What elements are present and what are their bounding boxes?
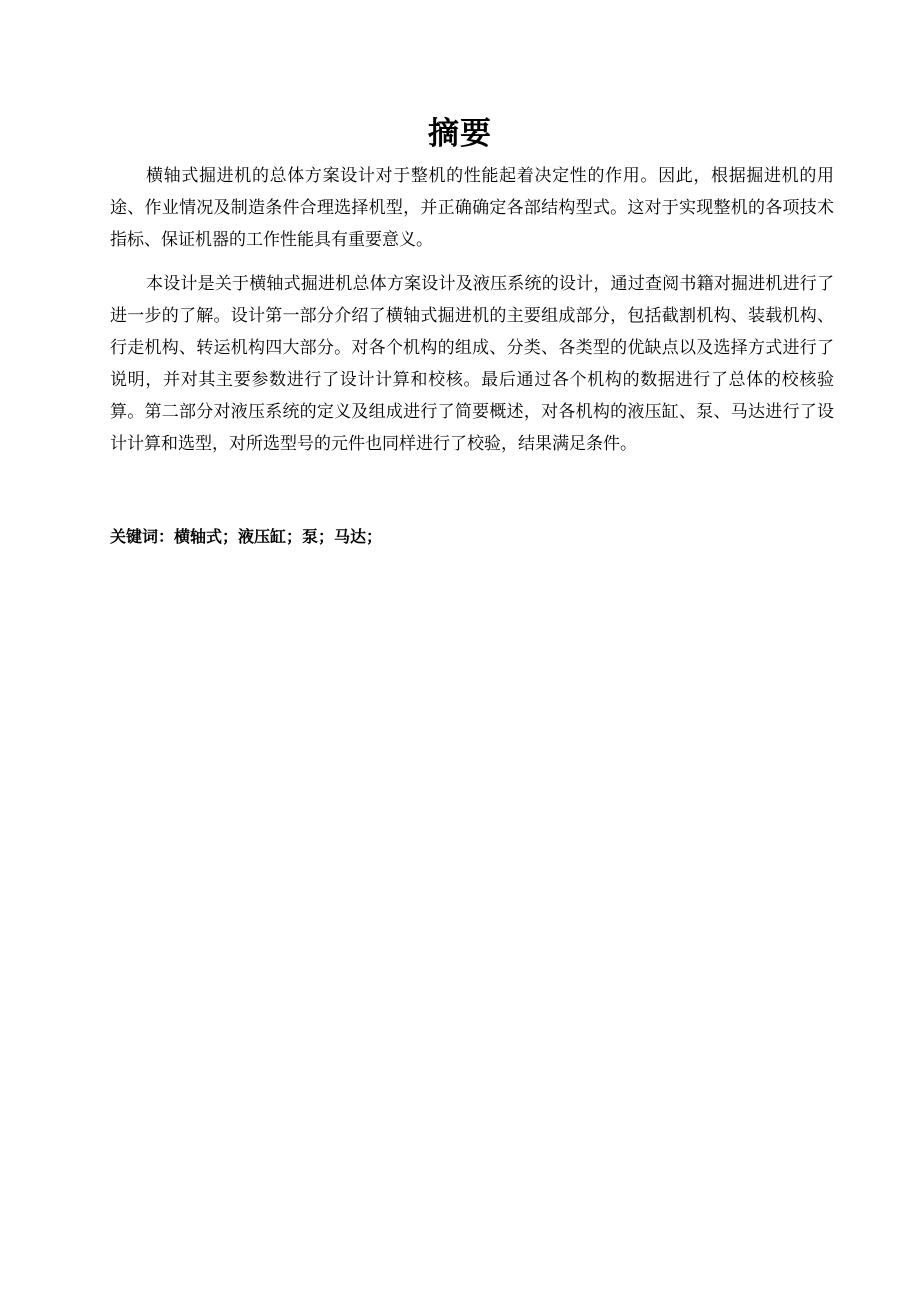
abstract-paragraph-2: 本设计是关于横轴式掘进机总体方案设计及液压系统的设计，通过查阅书籍对掘进机进行了进一步的了解。设计第一部分介绍了横轴式掘进机的主要组成部分，包括截割机构、装载机构、行走机构、转运机构四大部分。对各个机构的组成、分类、各类型的优缺点以及选择方式进行了说明，并对其主要参数进行了设计计算和校核。最后通过各个机构的数据进行了总体的校核验算。第二部分对液压系统的定义及组成进行了简要概述，对各机构的液压缸、泵、马达进行了设计计算和选型，对所选型号的元件也同样进行了校验，结果满足条件。 <box>110 274 834 454</box>
keywords-line: 关键词：横轴式；液压缸；泵；马达； <box>110 527 383 546</box>
page-title: 摘要 <box>428 116 492 152</box>
abstract-paragraph-1: 横轴式掘进机的总体方案设计对于整机的性能起着决定性的作用。因此，根据掘进机的用途、作业情况及制造条件合理选择机型，并正确确定各部结构型式。这对于实现整机的各项技术指标、保证机器的工作性能具有重要意义。 <box>110 166 834 250</box>
